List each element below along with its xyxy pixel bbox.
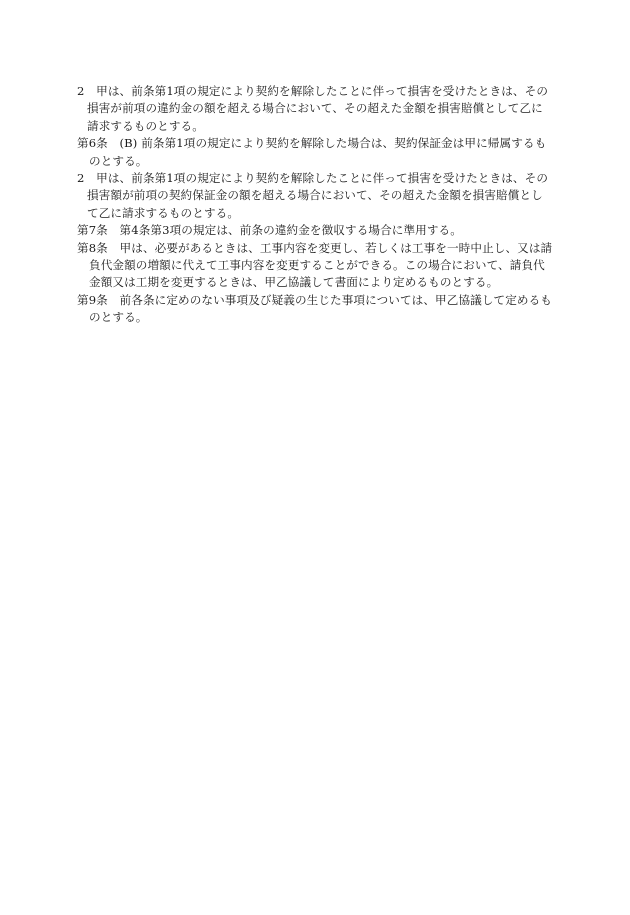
article-5-paragraph-2: 2 甲は、前条第1項の規定により契約を解除したことに伴って損害を受けたときは、その損害が前項の違約金の額を超える場合において、その超えた金額を損害賠償として乙に請求するものとする。: [77, 84, 549, 133]
contract-text-body: [77, 83, 553, 327]
article-6: 第6条 (B) 前条第1項の規定により契約を解除した場合は、契約保証金は甲に帰属するものとする。: [77, 136, 547, 168]
article-7: 第7条 第4条第3項の規定は、前条の違約金を徴収する場合に準用する。: [77, 223, 462, 238]
article-9: 第9条 前各条に定めのない事項及び疑義の生じた事項については、甲乙協議して定めるものとする。: [77, 292, 552, 325]
article-8: 第8条 甲は、必要があるときは、工事内容を変更し、若しくは工事を一時中止し、又は請負代金額の増額に代えて工事内容を変更することができる。この場合において、請負代金額又は工期を変更するときは、甲乙協議して書面により定めるものとする。: [77, 240, 553, 290]
article-6-paragraph-2: 2 甲は、前条第1項の規定により契約を解除したことに伴って損害を受けたときは、その損害額が前項の契約保証金の額を超える場合において、その超えた金額を損害賠償として乙に請求するものとする。: [77, 171, 549, 220]
